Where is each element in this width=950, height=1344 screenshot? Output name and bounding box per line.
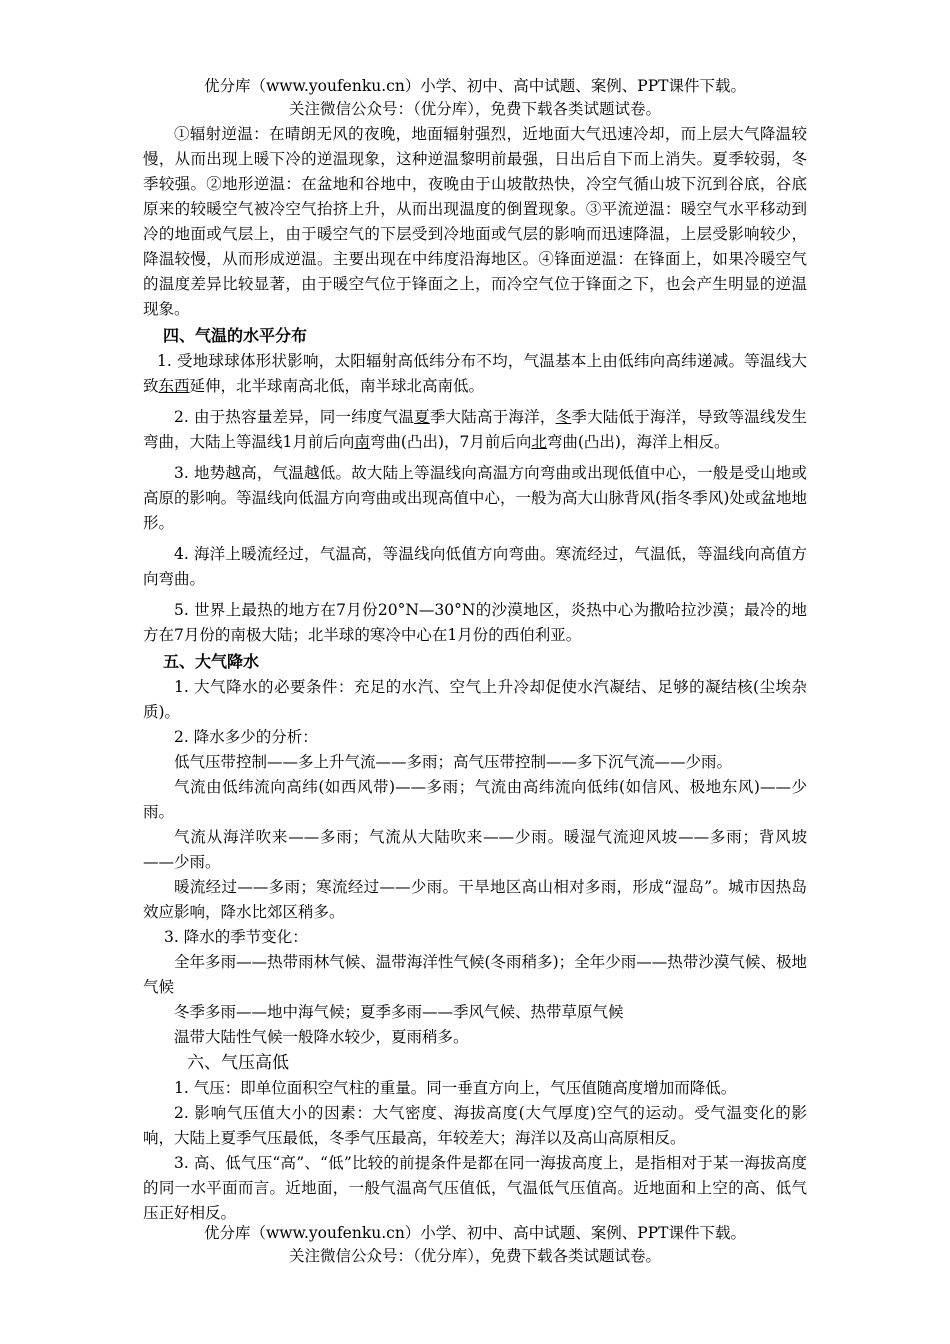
section-4-item-3: 3. 地势越高，气温越低。故大陆上等温线向高温方向弯曲或出现低值中心，一般是受山地或高原的影响。等温线向低温方向弯曲或出现高值中心，一般为高大山脉背风(指冬季风)处或盆地地形。 [143, 464, 807, 532]
section-6-item-1: 1. 气压：即单位面积空气柱的重量。同一垂直方向上，气压值随高度增加而降低。 [174, 1079, 737, 1097]
section-5-item-2d: 暖流经过——多雨；寒流经过——少雨。干旱地区高山相对多雨，形成“湿岛”。城市因热岛效应影响，降水比郊区稍多。 [143, 878, 807, 921]
section-5-item-3b: 冬季多雨——地中海气候；夏季多雨——季风气候、热带草原气候 [174, 1003, 624, 1021]
section-5-item-3a: 全年多雨——热带雨林气候、温带海洋性气候(冬雨稍多)；全年少雨——热带沙漠气候、极地气候 [143, 953, 807, 996]
section-5-item-2b: 气流由低纬流向高纬(如西风带)——多雨；气流由高纬流向低纬(如信风、极地东风)——少雨。 [143, 778, 807, 821]
section-5-item-2: 2. 降水多少的分析： [174, 728, 318, 746]
section-5-title: 五、大气降水 [163, 652, 260, 671]
header-line-2: 关注微信公众号：（优分库），免费下载各类试题试卷。 [288, 100, 661, 118]
section-5-item-2a: 低气压带控制——多上升气流——多雨；高气压带控制——多下沉气流——少雨。 [174, 753, 733, 771]
section-5-item-2c: 气流从海洋吹来——多雨；气流从大陆吹来——少雨。暖湿气流迎风坡——多雨；背风坡——少雨。 [143, 828, 807, 871]
section-6-item-2: 2. 影响气压值大小的因素：大气密度、海拔高度(大气厚度)空气的运动。受气温变化的影响，大陆上夏季气压最低，冬季气压最高，年较差大；海洋以及高山高原相反。 [143, 1104, 807, 1147]
header-line-1: 优分库（www.youfenku.cn）小学、初中、高中试题、案例、PPT课件下载。 [203, 77, 747, 95]
section-5-item-1: 1. 大气降水的必要条件：充足的水汽、空气上升冷却促使水汽凝结、足够的凝结核(尘埃杂质)。 [143, 678, 807, 721]
section-5-item-3c: 温带大陆性气候一般降水较少，夏雨稍多。 [174, 1028, 469, 1046]
section-4-item-5: 5. 世界上最热的地方在7月份20°N—30°N的沙漠地区，炎热中心为撒哈拉沙漠；最冷的地方在7月份的南极大陆；北半球的寒冷中心在1月份的西伯利亚。 [143, 601, 807, 644]
footer-line-2: 关注微信公众号：（优分库），免费下载各类试题试卷。 [288, 1247, 661, 1265]
main-content [143, 122, 807, 1226]
inversion-paragraph: ①辐射逆温：在晴朗无风的夜晚，地面辐射强烈，近地面大气迅速冷却，而上层大气降温较慢，从而出现上暖下冷的逆温现象，这种逆温黎明前最强，日出后自下而上消失。夏季较弱，冬季较强。②地形逆温：在盆地和谷地中，夜晚由于山坡散热快，冷空气循山坡下沉到谷底，谷底原来的较暖空气被冷空气抬挤上升，从而出现温度的倒置现象。③平流逆温：暖空气水平移动到冷的地面或气层上，由于暖空气的下层受到冷地面或气层的影响而迅速降温，上层受影响较少，降温较慢，从而形成逆温。主要出现在中纬度沿海地区。④锋面逆温：在锋面上，如果冷暖空气的温度差异比较显著，由于暖空气位于锋面之上，而冷空气位于锋面之下，也会产生明显的逆温现象。 [143, 125, 807, 318]
section-6-title: 六、气压高低 [187, 1053, 289, 1073]
footer-line-1: 优分库（www.youfenku.cn）小学、初中、高中试题、案例、PPT课件下载。 [203, 1224, 747, 1242]
section-6-item-3: 3. 高、低气压“高”、“低”比较的前提条件是都在同一海拔高度上，是指相对于某一海拔高度的同一水平面而言。近地面，一般气温高气压值低，气温低气压值高。近地面和上空的高、低气压正好相反。 [143, 1154, 807, 1222]
section-4-item-2: 2. 由于热容量差异，同一纬度气温夏季大陆高于海洋，冬季大陆低于海洋，导致等温线发生弯曲，大陆上等温线1月前后向南弯曲(凸出)，7月前后向北弯曲(凸出)，海洋上相反。 [143, 408, 807, 451]
section-4-title: 四、气温的水平分布 [163, 326, 308, 345]
section-4-item-4: 4. 海洋上暖流经过，气温高，等温线向低值方向弯曲。寒流经过，气温低，等温线向高值方向弯曲。 [143, 545, 807, 588]
section-5-item-3: 3. 降水的季节变化： [164, 928, 308, 946]
section-4-item-1: 1. 受地球球体形状影响，太阳辐射高低纬分布不均，气温基本上由低纬向高纬递减。等温线大致东西延伸，北半球南高北低，南半球北高南低。 [143, 352, 807, 395]
